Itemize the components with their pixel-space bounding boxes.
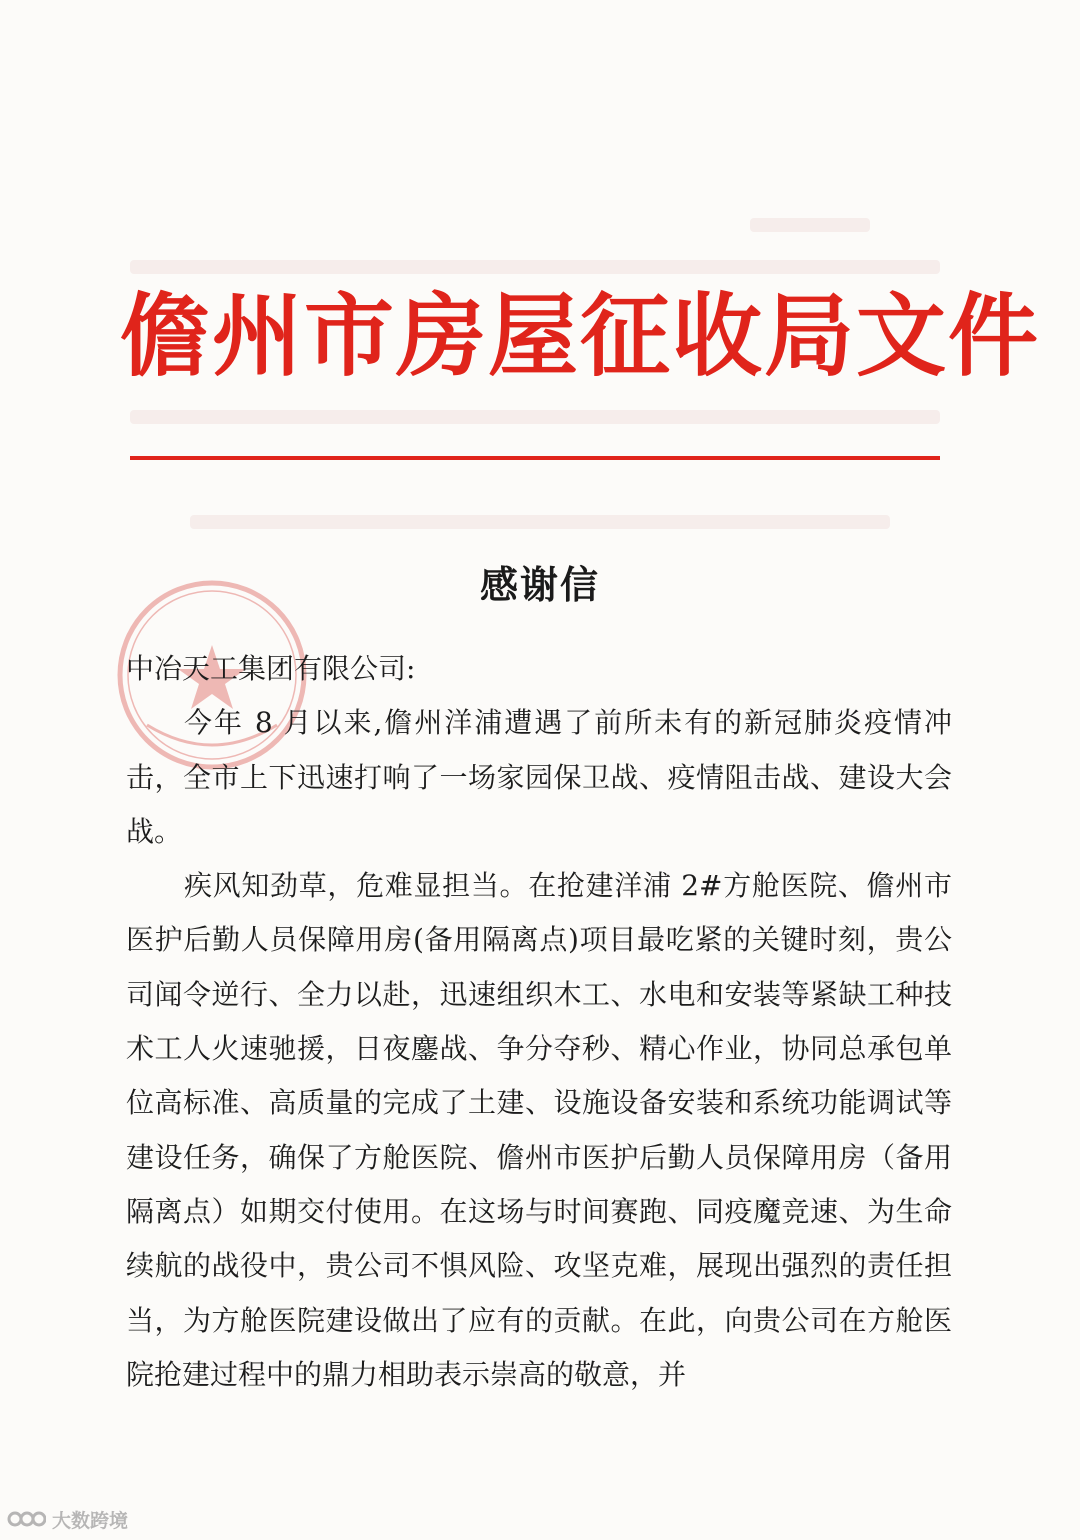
source-watermark: [6, 1504, 128, 1534]
paragraph-2: 疾风知劲草，危难显担当。在抢建洋浦 2#方舱医院、儋州市医护后勤人员保障用房(备用隔离点)项目最吃紧的关键时刻，贵公司闻令逆行、全力以赴，迅速组织木工、水电和安装等紧缺工种技术工人火速驰援，日夜鏖战、争分夺秒、精心作业，协同总承包单位高标准、高质量的完成了土建、设施设备安装和系统功能调试等建设任务，确保了方舱医院、儋州市医护后勤人员保障用房（备用隔离点）如期交付使用。在这场与时间赛跑、同疫魔竞速、为生命续航的战役中，贵公司不惧风险、攻坚克难，展现出强烈的责任担当，为方舱医院建设做出了应有的贡献。在此，向贵公司在方舱医院抢建过程中的鼎力相助表示崇高的敬意，并: [126, 869, 952, 1391]
salutation: 中冶天工集团有限公司:: [126, 652, 416, 685]
document-title: 感谢信: [479, 562, 600, 607]
issuing-authority-header: 儋州市房屋征收局文件: [120, 284, 1040, 389]
paragraph-1: 今年 8 月以来,儋州洋浦遭遇了前所未有的新冠肺炎疫情冲击，全市上下迅速打响了一场家园保卫战、疫情阻击战、建设大会战。: [126, 706, 952, 848]
bleed-through-line: [750, 218, 870, 232]
header-divider: [130, 456, 940, 460]
watermark-label: 大数跨境: [52, 1509, 129, 1532]
letter-body: [126, 642, 952, 1402]
bleed-through-line: [130, 410, 940, 424]
bleed-through-line: [190, 515, 890, 529]
brand-logo-icon: [6, 1506, 46, 1532]
